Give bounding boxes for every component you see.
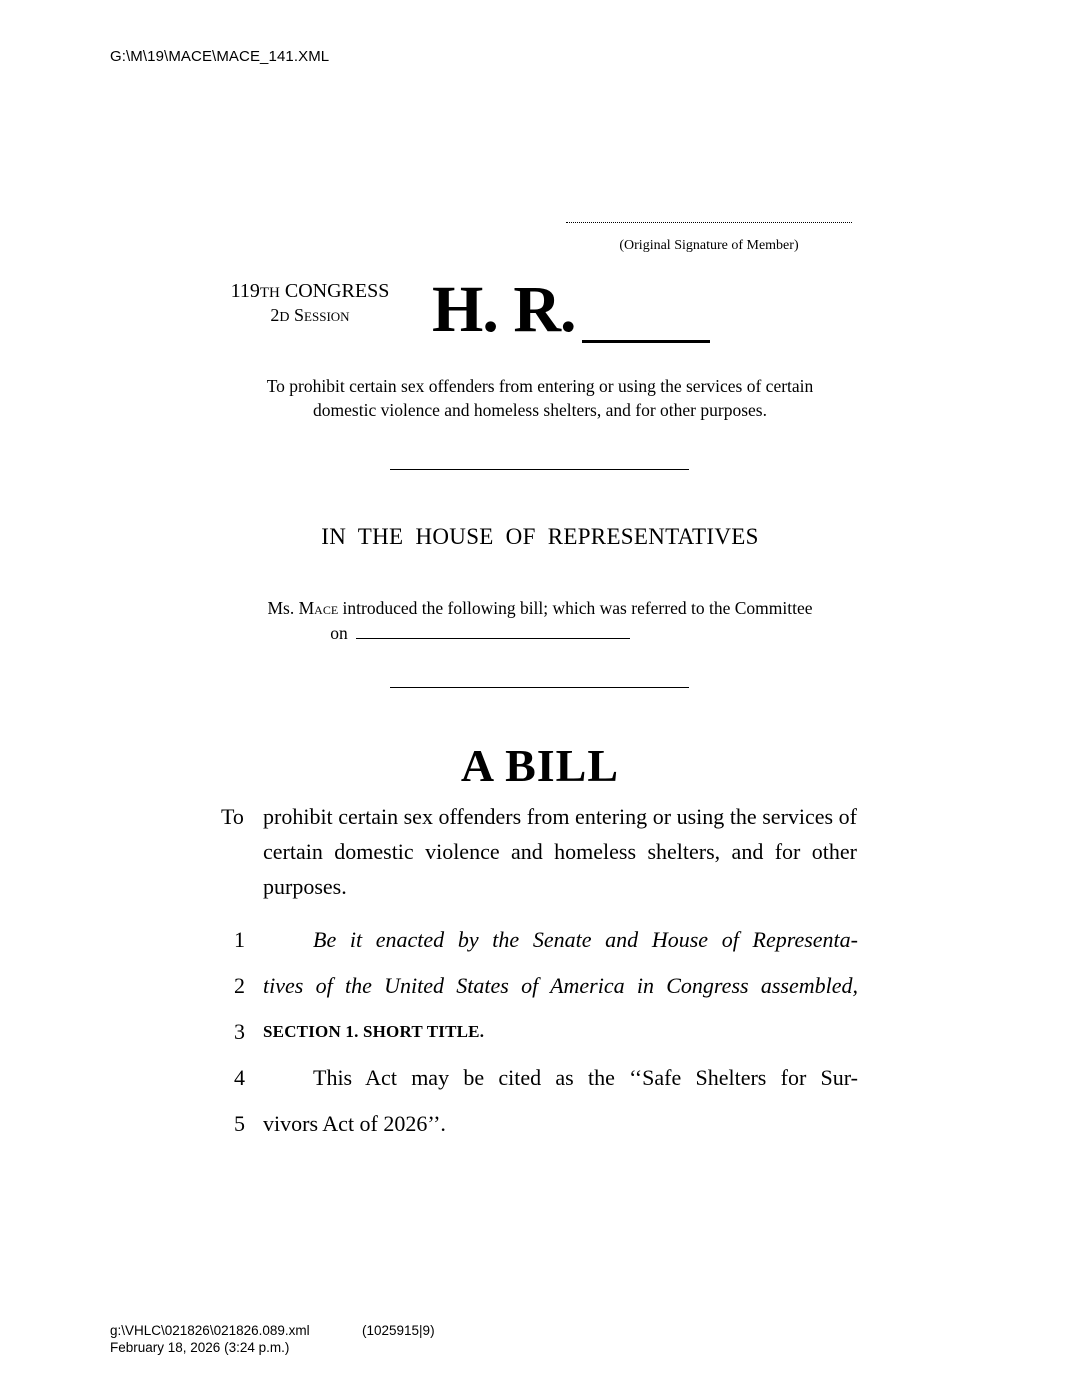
congress-number: 119 [230, 280, 260, 302]
sponsor-title: Ms. [267, 598, 295, 618]
chamber-heading: IN THE HOUSE OF REPRESENTATIVES [321, 524, 759, 549]
bill-line [221, 1062, 858, 1094]
line-text: Be it enacted by the Senate and House of Representa- [313, 927, 858, 952]
on-word: on [330, 623, 348, 643]
congress-word: CONGRESS [284, 280, 390, 302]
divider-rule [390, 687, 689, 688]
footer [110, 1322, 435, 1356]
line-text: tives of the United States of America in Congress assembled, [263, 973, 858, 998]
line-text: This Act may be cited as the ‘‘Safe Shelters for Sur- [313, 1065, 858, 1090]
sponsor-name: Mace [298, 598, 339, 618]
section-heading: SECTION 1. SHORT TITLE. [263, 1022, 485, 1041]
purpose-first-word: To [221, 804, 244, 829]
introduction-statement [220, 596, 860, 646]
bill-line [221, 970, 858, 1002]
short-description: To prohibit certain sex offenders from entering or using the services of certain domestic violence and homeless shelters, and for other purposes. [266, 376, 814, 420]
congress-session-block [212, 280, 408, 329]
bill-purpose [221, 799, 857, 904]
congress-line [212, 280, 408, 304]
line-text: vivors Act of 2026’’. [263, 1111, 446, 1136]
session-number: 2 [270, 305, 280, 325]
line-number: 1 [234, 927, 245, 952]
signature-caption: (Original Signature of Member) [619, 238, 799, 253]
footer-reference: (1025915|9) [362, 1323, 435, 1338]
congress-number-suffix: TH [259, 285, 280, 301]
bill-line [221, 1016, 858, 1048]
session-line [212, 304, 408, 329]
line-number: 3 [234, 1019, 245, 1044]
line-number: 4 [234, 1065, 245, 1090]
purpose-text: prohibit certain sex offenders from entering or using the services of certain domestic violence and homeless shelters, and for other purposes. [263, 804, 857, 899]
bill-number-blank [582, 340, 710, 343]
session-suffix: D [279, 310, 290, 325]
divider-rule [390, 469, 689, 470]
bill-heading: A BILL [460, 740, 620, 791]
footer-date: February 18, 2026 (3:24 p.m.) [110, 1340, 290, 1355]
line-number: 5 [234, 1111, 245, 1136]
signature-line [566, 208, 852, 223]
committee-blank [356, 624, 630, 639]
bill-line [221, 1108, 858, 1140]
bill-designation: H. R. [432, 273, 576, 346]
line-number: 2 [234, 973, 245, 998]
bill-line [221, 924, 858, 956]
footer-path: g:\VHLC\021826\021826.089.xml [110, 1323, 310, 1338]
session-word: Session [294, 305, 350, 325]
file-path-header: G:\M\19\MACE\MACE_141.XML [110, 48, 330, 65]
intro-text: introduced the following bill; which was referred to the Committee [342, 598, 813, 618]
